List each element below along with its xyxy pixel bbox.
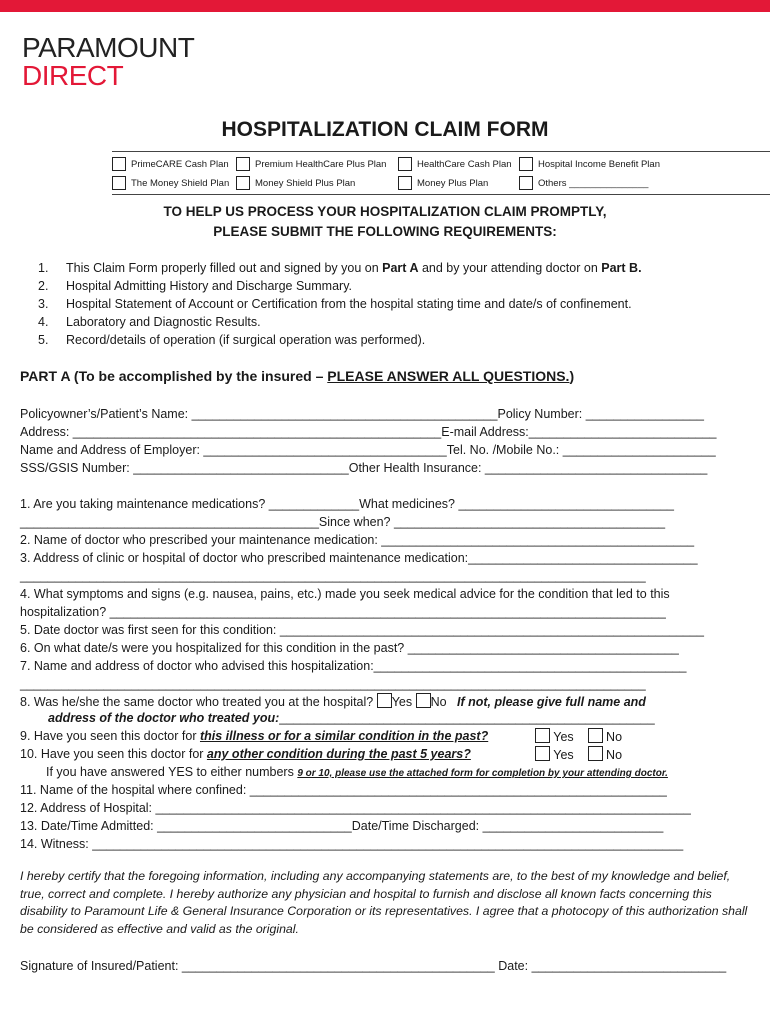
part-a-heading [20, 368, 574, 384]
question-11[interactable]: 11. Name of the hospital where confined: ____________________________________________________________ [20, 783, 667, 797]
question-9-text: 9. Have you seen this doctor for [20, 729, 200, 743]
question-9-emphasis: this illness or for a similar condition in the past? [199, 729, 489, 743]
part-a-post: ) [569, 368, 575, 384]
no-checkbox[interactable] [416, 693, 431, 708]
if-yes-emphasis: 9 or 10, please use the attached form for completion by your attending doctor. [297, 768, 668, 779]
item-text: Hospital Statement of Account or Certification from the hospital stating time and date/s of confinement. [66, 297, 632, 311]
plan-option[interactable] [398, 157, 512, 171]
field-row[interactable]: SSS/GSIS Number: _______________________________Other Health Insurance: ________________________________ [20, 461, 708, 475]
no-label: No [606, 730, 623, 744]
question-3[interactable]: 3. Address of clinic or hospital of doctor who prescribed maintenance medication:_________________________________ [20, 551, 698, 565]
question-8-line: ______________________________________________________ [279, 711, 655, 725]
no-checkbox[interactable] [588, 728, 603, 743]
requirement-item [38, 261, 642, 275]
question-8-text: 8. Was he/she the same doctor who treated you at the hospital? [20, 695, 374, 709]
question-7-continued[interactable]: __________________________________________________________________________________________ [20, 677, 646, 691]
yes-checkbox[interactable] [535, 728, 550, 743]
plan-label: PrimeCARE Cash Plan [131, 158, 229, 170]
question-10-emphasis: any other condition during the past 5 years? [206, 747, 471, 761]
item-number: 2. [38, 279, 49, 293]
question-10-text: 10. Have you seen this doctor for [20, 747, 207, 761]
signature-line[interactable]: Signature of Insured/Patient: _____________________________________________ Date: ____________________________ [20, 959, 727, 973]
part-a-pre: PART A (To be accomplished by the insured – [20, 368, 328, 384]
question-2[interactable]: 2. Name of doctor who prescribed your maintenance medication: _____________________________________________ [20, 533, 695, 547]
question-8 [20, 693, 646, 710]
part-a-emphasis: PLEASE ANSWER ALL QUESTIONS. [327, 368, 570, 384]
question-14[interactable]: 14. Witness: _____________________________________________________________________________________ [20, 837, 684, 851]
question-8-note: If not, please give full name and [457, 695, 646, 709]
question-7[interactable]: 7. Name and address of doctor who advised this hospitalization:_____________________________________________ [20, 659, 687, 673]
logo-line1: PARAMOUNT [22, 32, 195, 63]
item-text: Laboratory and Diagnostic Results. [66, 315, 261, 329]
yes-checkbox[interactable] [535, 746, 550, 761]
yes-checkbox[interactable] [377, 693, 392, 708]
plan-option[interactable] [236, 176, 355, 190]
question-12[interactable]: 12. Address of Hospital: _____________________________________________________________________________ [20, 801, 691, 815]
item-text: and by your attending doctor on [418, 261, 602, 275]
plan-label: HealthCare Cash Plan [417, 158, 512, 170]
checkbox[interactable] [112, 176, 126, 190]
question-13[interactable]: 13. Date/Time Admitted: ____________________________Date/Time Discharged: __________________________ [20, 819, 664, 833]
divider [112, 151, 770, 152]
item-text: Record/details of operation (if surgical operation was performed). [66, 333, 426, 347]
divider [112, 194, 770, 195]
item-bold: Part B. [601, 261, 642, 275]
plan-label: The Money Shield Plan [131, 177, 230, 189]
requirement-item [38, 333, 425, 347]
question-10-options [535, 746, 622, 763]
question-8-continued[interactable] [48, 710, 655, 726]
field-row[interactable]: Policyowner’s/Patient’s Name: ____________________________________________Policy Number: _________________ [20, 407, 704, 421]
if-yes-note [46, 764, 668, 782]
question-4[interactable]: 4. What symptoms and signs (e.g. nausea, pains, etc.) made you seek medical advice for the condition that led to this [20, 587, 670, 601]
question-3-continued[interactable]: __________________________________________________________________________________________ [20, 569, 646, 583]
form-title: HOSPITALIZATION CLAIM FORM [221, 118, 549, 141]
yes-label: Yes [553, 730, 574, 744]
checkbox[interactable] [236, 176, 250, 190]
item-bold: Part A [382, 261, 419, 275]
plan-option[interactable] [398, 176, 488, 190]
company-logo [22, 34, 194, 90]
plan-label: Money Plus Plan [417, 177, 489, 189]
requirement-item [38, 315, 261, 329]
question-1[interactable]: 1. Are you taking maintenance medications? _____________What medicines? _______________________________ [20, 497, 674, 511]
question-9-options [535, 728, 622, 745]
logo-line2: DIRECT [22, 60, 124, 91]
question-4-continued[interactable]: hospitalization? ________________________________________________________________________________ [20, 605, 666, 619]
plan-option[interactable] [236, 157, 386, 171]
question-1-continued[interactable]: ___________________________________________Since when? _______________________________________ [20, 515, 666, 529]
checkbox[interactable] [112, 157, 126, 171]
certification-statement: I hereby certify that the foregoing information, including any accompanying statements are, to the best of my knowledge and belief, true, correct and complete. I hereby authorize any physician and hospital to furnish and disclose all known facts concerning this disability to Paramount Life & General Insurance Corporation or its representatives. I agree that a photocopy of this authorization shall be considered as effective and valid as the original. [20, 869, 748, 936]
item-number: 4. [38, 315, 49, 329]
plan-option[interactable] [112, 176, 229, 190]
plan-label: Hospital Income Benefit Plan [538, 158, 660, 170]
field-row[interactable]: Name and Address of Employer: ___________________________________Tel. No. /Mobile No.: ______________________ [20, 443, 716, 457]
checkbox[interactable] [519, 176, 533, 190]
question-8-label: address of the doctor who treated you: [48, 711, 280, 725]
item-text: This Claim Form properly filled out and signed by you on [66, 261, 383, 275]
item-number: 5. [38, 333, 49, 347]
checkbox[interactable] [236, 157, 250, 171]
requirements-heading: TO HELP US PROCESS YOUR HOSPITALIZATION CLAIM PROMPTLY, [163, 204, 607, 219]
field-row[interactable]: Address: _____________________________________________________E-mail Address:___________________________ [20, 425, 717, 439]
no-checkbox[interactable] [588, 746, 603, 761]
plan-option[interactable] [519, 157, 660, 171]
plan-label: Others _______________ [538, 177, 649, 189]
yes-label: Yes [391, 695, 413, 709]
requirement-item [38, 297, 632, 311]
requirement-item [38, 279, 352, 293]
plan-option[interactable] [519, 176, 648, 190]
checkbox[interactable] [398, 157, 412, 171]
question-9 [20, 728, 488, 744]
yes-label: Yes [553, 748, 574, 762]
no-label: No [430, 695, 447, 709]
top-accent-bar [0, 0, 770, 12]
requirements-heading: PLEASE SUBMIT THE FOLLOWING REQUIREMENTS: [213, 224, 557, 239]
plan-label: Premium HealthCare Plus Plan [255, 158, 387, 170]
item-number: 1. [38, 261, 49, 275]
if-yes-text: If you have answered YES to either numbers [46, 765, 298, 779]
item-number: 3. [38, 297, 49, 311]
item-text: Hospital Admitting History and Discharge Summary. [66, 279, 352, 293]
plan-options [112, 154, 672, 194]
plan-label: Money Shield Plus Plan [255, 177, 356, 189]
question-6[interactable]: 6. On what date/s were you hospitalized for this condition in the past? _______________________________________ [20, 641, 679, 655]
no-label: No [606, 748, 623, 762]
question-10 [20, 746, 471, 762]
question-5[interactable]: 5. Date doctor was first seen for this condition: _____________________________________________________________ [20, 623, 704, 637]
checkbox[interactable] [398, 176, 412, 190]
checkbox[interactable] [519, 157, 533, 171]
plan-option[interactable] [112, 157, 229, 171]
